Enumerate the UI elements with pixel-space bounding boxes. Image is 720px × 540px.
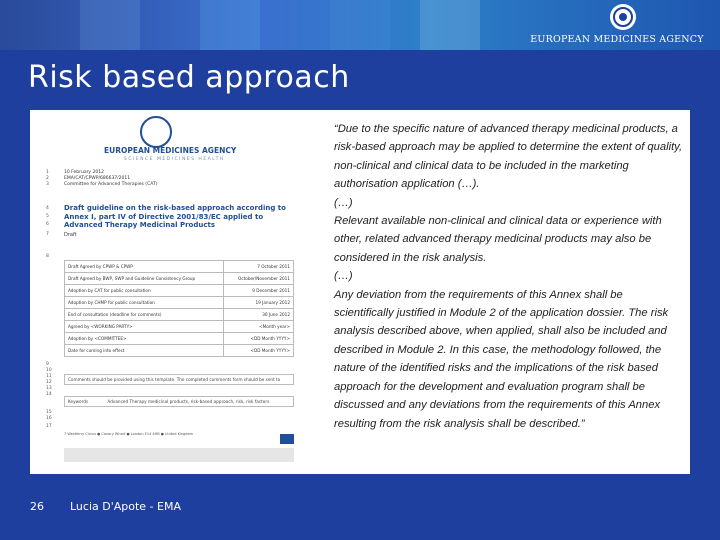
table-row: Adoption by <COMMITTEE> <DD Month YYYY>	[65, 333, 294, 345]
quote-paragraph: Any deviation from the requirements of this Annex shall be scientifically justified in Module 2 of the application dossier. The risk analysis described above, when applied, shall also be included and described in Module 2. In this case, the methodology followed, the nature of the identified risks and the implications of the risk based approach for the development and evaluation program shall be discussed and any deviations from the requirements of this Annex resulting from the risk analysis shall be described.”	[334, 288, 669, 430]
table-row: Adoption by CHMP for public consultation 19 January 2012	[65, 297, 294, 309]
timeline-table	[64, 260, 294, 357]
document-status: Draft	[64, 232, 77, 238]
quote-paragraph: Relevant available non-clinical and clinical data or experience with other, related advanced therapy medicinal products may also be considered in the risk analysis.	[334, 215, 662, 264]
document-logo-icon	[140, 116, 172, 148]
slide-title: Risk based approach	[28, 60, 350, 95]
document-brand: EUROPEAN MEDICINES AGENCY	[104, 146, 237, 155]
quote-ellipsis: (…)	[334, 270, 353, 283]
table-row: Date for coming into effect <DD Month YYYY>	[65, 345, 294, 357]
presenter-name: Lucia D'Apote - EMA	[70, 500, 181, 513]
agency-brand	[522, 4, 712, 48]
table-row: Adoption by CAT for public consultation 9 December 2011	[65, 285, 294, 297]
document-title: Draft guideline on the risk-based approach according to Annex I, part IV of Directive 2001/83/EC applied to Advanced Therapy Medicinal Products	[64, 204, 286, 229]
document-tagline: SCIENCE MEDICINES HEALTH	[124, 157, 225, 162]
banner-tile	[80, 0, 140, 50]
guideline-document-image: EUROPEAN MEDICINES AGENCY SCIENCE MEDICINES HEALTH 1 2 3 10 February 2012 EMA/CAT/CPWP/686637/2011 Committee for Advanced Therapies (CAT) 4 5 6 7 Draft guideline on the risk-based approach according to Annex I, part IV of Directive 2001/83/EC applied to Advanced Therapy Medicinal Products Draft 8 Draft Agreed by CPWP & CPWP 7 October 2011 Draft Agreed by BWP, SWP and Guideline Consistency Group October/November 2011 Adoption by CAT for public consultation 9 December 2011 Adoption by CHMP for public consultation 19 January 2012 End of consultation (deadline for comments) 30 June 2012 Agreed by <WORKING PARTY> <Month year> Adoption by <COMMITTEE> <DD Month YYYY> Date for coming into effect <DD Month YYYY> 9 10 11 12 13 14 15 16 17 Comments should be provided using this template. The completed comments form should be sent to Keywords Advanced Therapy medicinal products, risk-based approach, risk, risk factors 7 Westferry Circus ● Canary Wharf ● London E14 4HB ● United Kingdom	[44, 114, 326, 468]
table-row: Draft Agreed by BWP, SWP and Guideline Consistency Group October/November 2011	[65, 273, 294, 285]
directive-quote	[334, 120, 684, 433]
table-row: End of consultation (deadline for comments) 30 June 2012	[65, 309, 294, 321]
document-meta: 10 February 2012 EMA/CAT/CPWP/686637/2011 Committee for Advanced Therapies (CAT)	[64, 170, 158, 187]
eu-flag-icon	[280, 434, 294, 444]
document-footer: 7 Westferry Circus ● Canary Wharf ● London E14 4HB ● United Kingdom	[64, 432, 294, 437]
content-panel	[30, 110, 690, 474]
comments-box: Comments should be provided using this template. The completed comments form should be sent to	[64, 374, 294, 385]
footer-strip	[64, 448, 294, 462]
table-row: Draft Agreed by CPWP & CPWP 7 October 2011	[65, 261, 294, 273]
keywords-box: Keywords Advanced Therapy medicinal products, risk-based approach, risk, risk factors	[64, 396, 294, 407]
banner-tile	[330, 0, 390, 50]
banner-tile	[420, 0, 480, 50]
agency-name: EUROPEAN MEDICINES AGENCY	[530, 34, 704, 45]
quote-paragraph: “Due to the specific nature of advanced therapy medicinal products, a risk-based approach may be applied to determine the extent of quality, non-clinical and clinical data to be included in the marketing authorisation application (…).	[334, 123, 683, 191]
banner-tile	[200, 0, 260, 50]
header-banner	[0, 0, 720, 50]
quote-ellipsis: (…)	[334, 196, 353, 209]
agency-logo-icon	[610, 4, 636, 30]
slide-number: 26	[30, 500, 44, 513]
table-row: Agreed by <WORKING PARTY> <Month year>	[65, 321, 294, 333]
